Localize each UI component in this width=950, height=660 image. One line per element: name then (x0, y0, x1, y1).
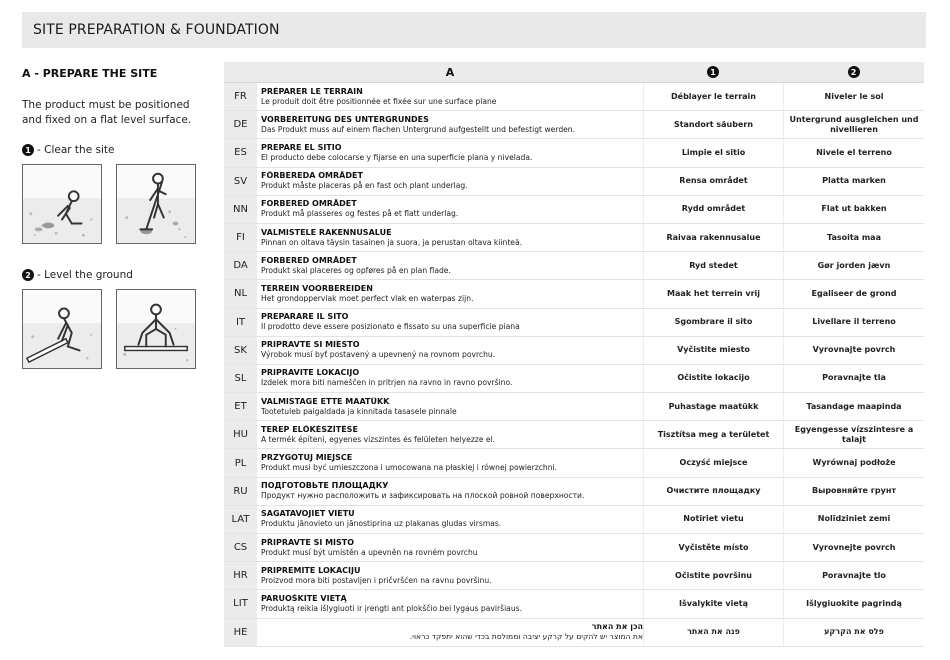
table-row (224, 562, 924, 590)
raking-person-icon (117, 165, 195, 243)
language-code: FR (224, 83, 257, 110)
step2-text: Egyengesse vízszintesre a talajt (783, 421, 924, 448)
instruction-description: Het grondoppervlak moet perfect vlak en waterpas zijn. (261, 293, 474, 303)
table-row (224, 111, 924, 139)
step1-text: Tisztítsa meg a területet (643, 421, 783, 448)
language-code: CS (224, 534, 257, 561)
step2-text: Niveler le sol (783, 83, 924, 110)
clear-site-illustration-2 (116, 164, 196, 244)
step2-label: - Level the ground (37, 269, 133, 281)
instruction-cell (257, 139, 643, 166)
instruction-cell (257, 111, 643, 138)
instruction-description: Produkt må plasseres og festes på et flatt underlag. (261, 209, 459, 219)
language-code: LIT (224, 590, 257, 617)
left-panel (22, 64, 212, 281)
section-heading: A - PREPARE THE SITE (22, 67, 158, 80)
instruction-cell (257, 365, 643, 392)
header-step2 (783, 62, 924, 82)
table-row (224, 534, 924, 562)
instruction-description: Produkt musí být umístěn a upevněn na rovném povrchu (261, 547, 478, 557)
language-code: HE (224, 619, 257, 646)
instruction-description: Das Produkt muss auf einem flachen Untergrund aufgestellt und befestigt werden. (261, 124, 576, 134)
instruction-description: Il prodotto deve essere posizionato e fissato su una superficie piana (261, 322, 520, 332)
step1-text: Ryd stedet (643, 252, 783, 279)
step2-text: Flat ut bakken (783, 196, 924, 223)
step2-label-row (22, 269, 133, 281)
header-step1 (643, 62, 783, 82)
instruction-cell (257, 309, 643, 336)
language-code: PL (224, 449, 257, 476)
language-code: HU (224, 421, 257, 448)
step2-text: Poravnajte tlo (783, 562, 924, 589)
step1-text: Notīriet vietu (643, 506, 783, 533)
step2-text: Nivele el terreno (783, 139, 924, 166)
table-row (224, 168, 924, 196)
instruction-title: FORBERED OMRÅDET (261, 199, 357, 209)
instruction-cell (257, 280, 643, 307)
instruction-cell (257, 449, 643, 476)
language-code: ES (224, 139, 257, 166)
table-row (224, 393, 924, 421)
table-row (224, 309, 924, 337)
instruction-cell (257, 590, 643, 617)
instruction-description: Pinnan on oltava täysin tasainen ja suora, ja perustan oltava kiinteä. (261, 237, 523, 247)
table-header (224, 62, 924, 83)
instruction-description: Le produit doit être positionnée et fixée sur une surface plane (261, 96, 497, 106)
instruction-title: TERREIN VOORBEREIDEN (261, 283, 373, 293)
table-row (224, 619, 924, 647)
step1-text: Oczyść miejsce (643, 449, 783, 476)
step1-text: Maak het terrein vrij (643, 280, 783, 307)
instruction-cell (257, 478, 643, 505)
language-code: FI (224, 224, 257, 251)
step1-text: Očistite površinu (643, 562, 783, 589)
level-ground-illustration-2 (116, 289, 196, 369)
language-code: HR (224, 562, 257, 589)
step2-text: פלס את הקרקע (783, 619, 924, 646)
table-row (224, 506, 924, 534)
instruction-title: SAGATAVOJIET VIETU (261, 509, 355, 519)
intro-text: The product must be positioned and fixed on a flat level surface. (22, 99, 192, 126)
instruction-title: FORBERED OMRÅDET (261, 255, 357, 265)
step1-number-icon: 1 (22, 144, 34, 156)
step2-text: Nolīdziniet zemi (783, 506, 924, 533)
header-code-cell (224, 62, 257, 82)
step2-text: Vyrovnajte povrch (783, 337, 924, 364)
instruction-title: FÖRBEREDA OMRÅDET (261, 171, 363, 181)
instruction-title: PŘIPRAVTE SI MÍSTO (261, 537, 355, 547)
table-row (224, 196, 924, 224)
step2-text: Tasandage maapinda (783, 393, 924, 420)
instruction-description: A termék építeni, egyenes vízszintes és felületen helyezze el. (261, 434, 496, 444)
table-row (224, 280, 924, 308)
step1-text: Vyčistite miesto (643, 337, 783, 364)
language-code: DE (224, 111, 257, 138)
instruction-title: PARUOŠKITE VIETĄ (261, 593, 347, 603)
instruction-cell (257, 83, 643, 110)
step2-text: Poravnajte tla (783, 365, 924, 392)
step2-text: Wyrównaj podłoże (783, 449, 924, 476)
step1-text: Rensa området (643, 168, 783, 195)
instruction-cell (257, 534, 643, 561)
instruction-description: Proizvod mora biti postavljen i pričvršćen na ravnu površinu. (261, 575, 492, 585)
step1-text: Išvalykite vietą (643, 590, 783, 617)
kneeling-person-icon (23, 165, 101, 243)
step1-number-icon: 1 (707, 66, 719, 78)
step1-text: Déblayer le terrain (643, 83, 783, 110)
instruction-description: Продукт нужно расположить и зафиксировать на плоской ровной поверхности. (261, 491, 585, 501)
instruction-title: PRZYGOTUJ MIEJSCE (261, 453, 353, 463)
table-row (224, 83, 924, 111)
step1-label: - Clear the site (37, 144, 115, 156)
step2-text: Выровняйте грунт (783, 478, 924, 505)
step2-text: Egaliseer de grond (783, 280, 924, 307)
instruction-description: Izdelek mora biti nameščen in pritrjen na ravno in ravno površino. (261, 378, 513, 388)
step1-text: Raivaa rakennusalue (643, 224, 783, 251)
language-code: SV (224, 168, 257, 195)
instruction-cell (257, 619, 643, 646)
instruction-cell (257, 337, 643, 364)
instruction-cell (257, 421, 643, 448)
step1-text: Puhastage maatükk (643, 393, 783, 420)
instruction-title: PRIPRAVITE LOKACIJO (261, 368, 360, 378)
instruction-description: Produktu jānovieto un jānostiprina uz plakanas gludas virsmas. (261, 519, 502, 529)
language-code: NL (224, 280, 257, 307)
instruction-cell (257, 393, 643, 420)
step2-text: Untergrund ausgleichen und nivellieren (783, 111, 924, 138)
instruction-title: TEREP ELŐKÉSZÍTÉSE (261, 424, 358, 434)
instruction-cell (257, 224, 643, 251)
table-row (224, 337, 924, 365)
table-row (224, 224, 924, 252)
step1-text: Vyčistěte místo (643, 534, 783, 561)
step2-text: Išlygiuokite pagrindą (783, 590, 924, 617)
table-row (224, 478, 924, 506)
instruction-cell (257, 168, 643, 195)
instruction-title: הכן את האתר (591, 622, 643, 632)
language-code: SL (224, 365, 257, 392)
level-ground-illustration-1 (22, 289, 102, 369)
step2-number-icon: 2 (848, 66, 860, 78)
instruction-title: PREPARE EL SITIO (261, 142, 342, 152)
instruction-title: ПОДГОТОВЬТЕ ПЛОЩАДКУ (261, 481, 389, 491)
step1-text: Sgombrare il sito (643, 309, 783, 336)
instruction-description: Produkt måste placeras på en fast och plant underlag. (261, 181, 468, 191)
language-code: ET (224, 393, 257, 420)
step1-text: Rydd området (643, 196, 783, 223)
instruction-description: Produktą reikia išlygiuoti ir įrengti ant plokščio bei lygaus paviršiaus. (261, 603, 523, 613)
instruction-title: VORBEREITUNG DES UNTERGRUNDES (261, 114, 429, 124)
language-code: DA (224, 252, 257, 279)
step2-number-icon: 2 (22, 269, 34, 281)
table-row (224, 421, 924, 449)
language-code: IT (224, 309, 257, 336)
instruction-description: Produkt skal placeres og opføres på en plan flade. (261, 265, 451, 275)
step1-text: Limpie el sitio (643, 139, 783, 166)
step2-text: Gør jorden jævn (783, 252, 924, 279)
clear-site-illustration-1 (22, 164, 102, 244)
table-row (224, 449, 924, 477)
table-row (224, 139, 924, 167)
table-body (224, 83, 924, 647)
step2-text: Platta marken (783, 168, 924, 195)
instruction-cell (257, 196, 643, 223)
header-main: A (445, 65, 455, 79)
instruction-description: Výrobok musí byť postavený a upevnený na rovnom povrchu. (261, 350, 496, 360)
page-title-bar (22, 12, 926, 48)
step1-label-row (22, 144, 114, 156)
instruction-description: את המוצר יש להקים על קרקע יציבה וממולסת בכדי שהוא יתפקד כראוי. (409, 632, 643, 642)
table-row (224, 252, 924, 280)
language-code: NN (224, 196, 257, 223)
instruction-cell (257, 252, 643, 279)
step1-text: Очистите площадку (643, 478, 783, 505)
language-code: SK (224, 337, 257, 364)
table-row (224, 365, 924, 393)
leveling-person-icon (23, 290, 101, 368)
language-code: LAT (224, 506, 257, 533)
translations-table (224, 62, 924, 647)
language-code: RU (224, 478, 257, 505)
instruction-title: PRIPREMITE LOKACIJU (261, 565, 361, 575)
step2-text: Vyrovnejte povrch (783, 534, 924, 561)
instruction-title: PREPARARE IL SITO (261, 312, 349, 322)
instruction-title: PRÉPARER LE TERRAIN (261, 86, 363, 96)
step1-text: Očistite lokacijo (643, 365, 783, 392)
instruction-title: VALMISTAGE ETTE MAATÜKK (261, 396, 390, 406)
table-row (224, 590, 924, 618)
step1-text: פנה את האתר (643, 619, 783, 646)
instruction-cell (257, 506, 643, 533)
instruction-description: El producto debe colocarse y fijarse en una superficie plana y nivelada. (261, 152, 533, 162)
instruction-description: Tootetuleb paigaldada ja kinnitada tasasele pinnale (261, 406, 457, 416)
step2-text: Tasoita maa (783, 224, 924, 251)
page-title: SITE PREPARATION & FOUNDATION (33, 22, 280, 38)
instruction-description: Produkt musi być umieszczona i umocowana na płaskiej i równej powierzchni. (261, 463, 558, 473)
squatting-person-icon (117, 290, 195, 368)
instruction-title: PRIPRAVTE SI MIESTO (261, 340, 360, 350)
step2-text: Livellare il terreno (783, 309, 924, 336)
instruction-cell (257, 562, 643, 589)
step1-text: Standort säubern (643, 111, 783, 138)
instruction-title: VALMISTELE RAKENNUSALUE (261, 227, 392, 237)
